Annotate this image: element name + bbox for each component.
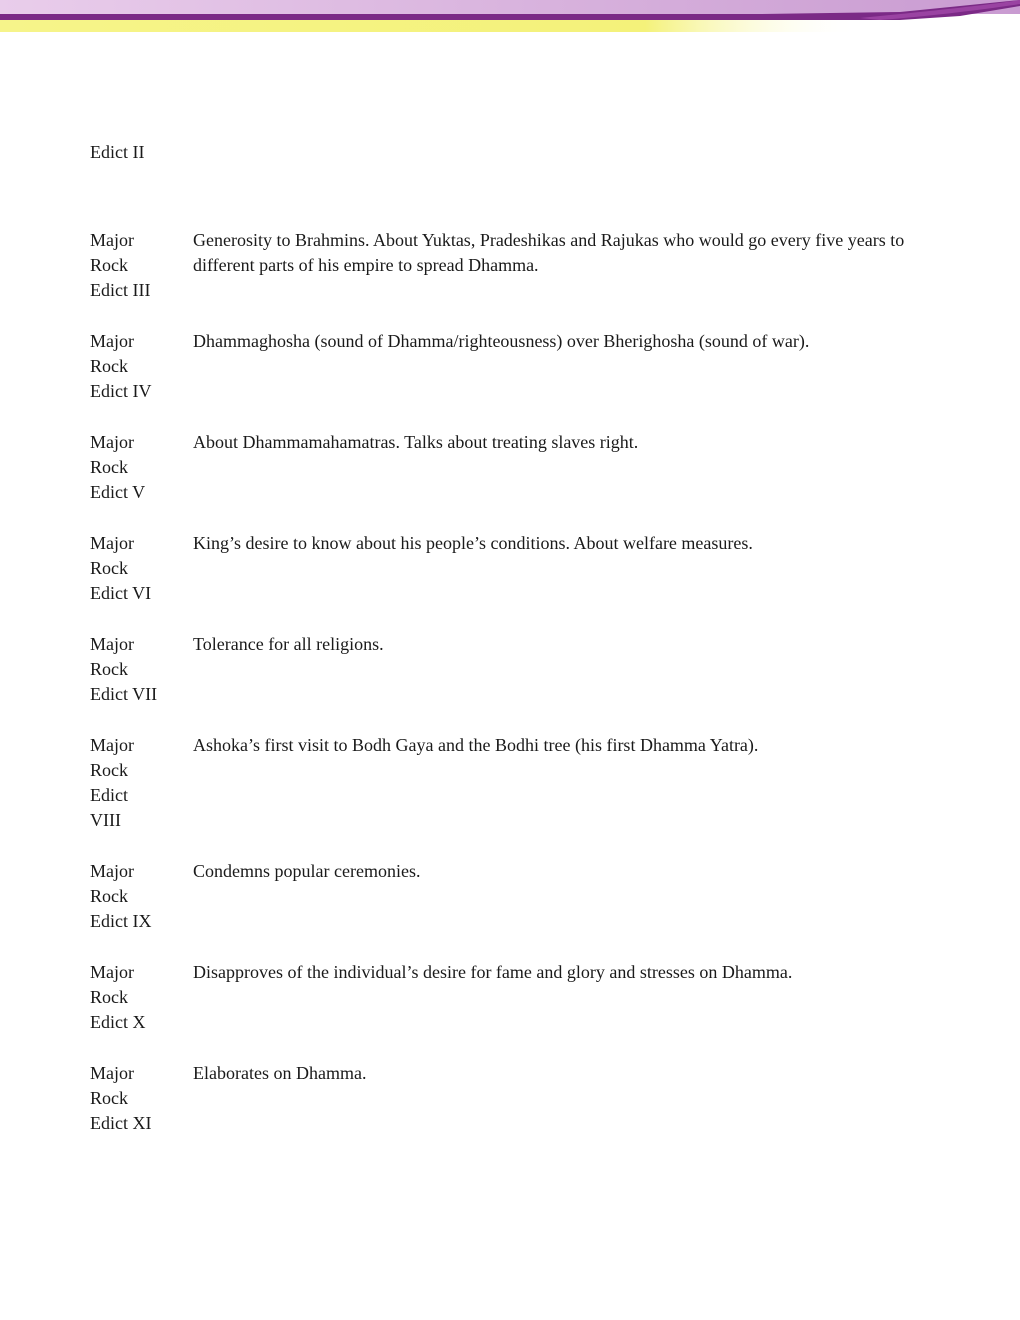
- edict-description: Elaborates on Dhamma.: [193, 1063, 367, 1083]
- edict-description: Condemns popular ceremonies.: [193, 861, 421, 881]
- edict-label-line: Edict VII: [90, 684, 158, 704]
- edict-label-line: Major: [90, 634, 134, 654]
- edict-description: Dhammaghosha (sound of Dhamma/righteousness) over Bherighosha (sound of war).: [193, 331, 810, 351]
- edict-label-line: Major: [90, 962, 134, 982]
- edict-label-line: Major: [90, 432, 134, 452]
- edict-label-line: Major: [90, 1063, 134, 1083]
- edict-label-line: Edict IX: [90, 911, 152, 931]
- edict-label-line: Rock: [90, 760, 128, 780]
- edict-description: About Dhammamahamatras. Talks about treating slaves right.: [193, 432, 639, 452]
- continued-edict-label: Edict II: [90, 142, 145, 162]
- edict-label-line: Rock: [90, 356, 128, 376]
- edict-row: [90, 960, 950, 1035]
- edict-label-line: Major: [90, 331, 134, 351]
- edict-label: [90, 228, 193, 303]
- edict-label-line: Rock: [90, 987, 128, 1007]
- edicts-table: [90, 228, 950, 1136]
- document-page: [90, 140, 950, 1162]
- header-yellow-stripe: [0, 20, 860, 32]
- edict-row: [90, 430, 950, 505]
- edict-row: [90, 1061, 950, 1136]
- edict-description: Tolerance for all religions.: [193, 634, 384, 654]
- edict-label-line: Major: [90, 533, 134, 553]
- edict-label-line: Edict IV: [90, 381, 152, 401]
- edict-row: [90, 531, 950, 606]
- edict-label: [90, 329, 193, 404]
- edict-label-line: Major: [90, 230, 134, 250]
- edict-label-line: Edict V: [90, 482, 146, 502]
- edict-label-line: Edict: [90, 785, 128, 805]
- edict-label-line: VIII: [90, 810, 121, 830]
- edict-label: [90, 1061, 193, 1136]
- edict-row: [90, 632, 950, 707]
- edict-description: Disapproves of the individual’s desire for fame and glory and stresses on Dhamma.: [193, 962, 793, 982]
- edict-label-line: Major: [90, 861, 134, 881]
- header-decoration: [0, 0, 1020, 40]
- edict-label-line: Rock: [90, 457, 128, 477]
- edict-description: Generosity to Brahmins. About Yuktas, Pradeshikas and Rajukas who would go every five years to different parts of his empire to spread Dhamma.: [193, 230, 905, 275]
- edict-row: [90, 733, 950, 833]
- edict-label-line: Major: [90, 735, 134, 755]
- edict-label: [90, 632, 193, 707]
- edict-label-line: Edict VI: [90, 583, 152, 603]
- edict-label: [90, 531, 193, 606]
- edict-label: [90, 960, 193, 1035]
- edict-label-line: Rock: [90, 659, 128, 679]
- edict-row: [90, 329, 950, 404]
- edict-label-line: Rock: [90, 886, 128, 906]
- edict-label: [90, 733, 193, 833]
- edict-label-line: Edict XI: [90, 1113, 152, 1133]
- edict-row: [90, 859, 950, 934]
- edict-label-line: Edict III: [90, 280, 151, 300]
- edict-description: Ashoka’s first visit to Bodh Gaya and the Bodhi tree (his first Dhamma Yatra).: [193, 735, 759, 755]
- edict-label-line: Edict X: [90, 1012, 146, 1032]
- edict-label-line: Rock: [90, 558, 128, 578]
- edict-row: [90, 228, 950, 303]
- edict-description: King’s desire to know about his people’s conditions. About welfare measures.: [193, 533, 753, 553]
- edict-label-line: Rock: [90, 1088, 128, 1108]
- edict-label: [90, 430, 193, 505]
- edict-label: [90, 859, 193, 934]
- edict-label-line: Rock: [90, 255, 128, 275]
- header-lavender-stripe: [0, 0, 1020, 14]
